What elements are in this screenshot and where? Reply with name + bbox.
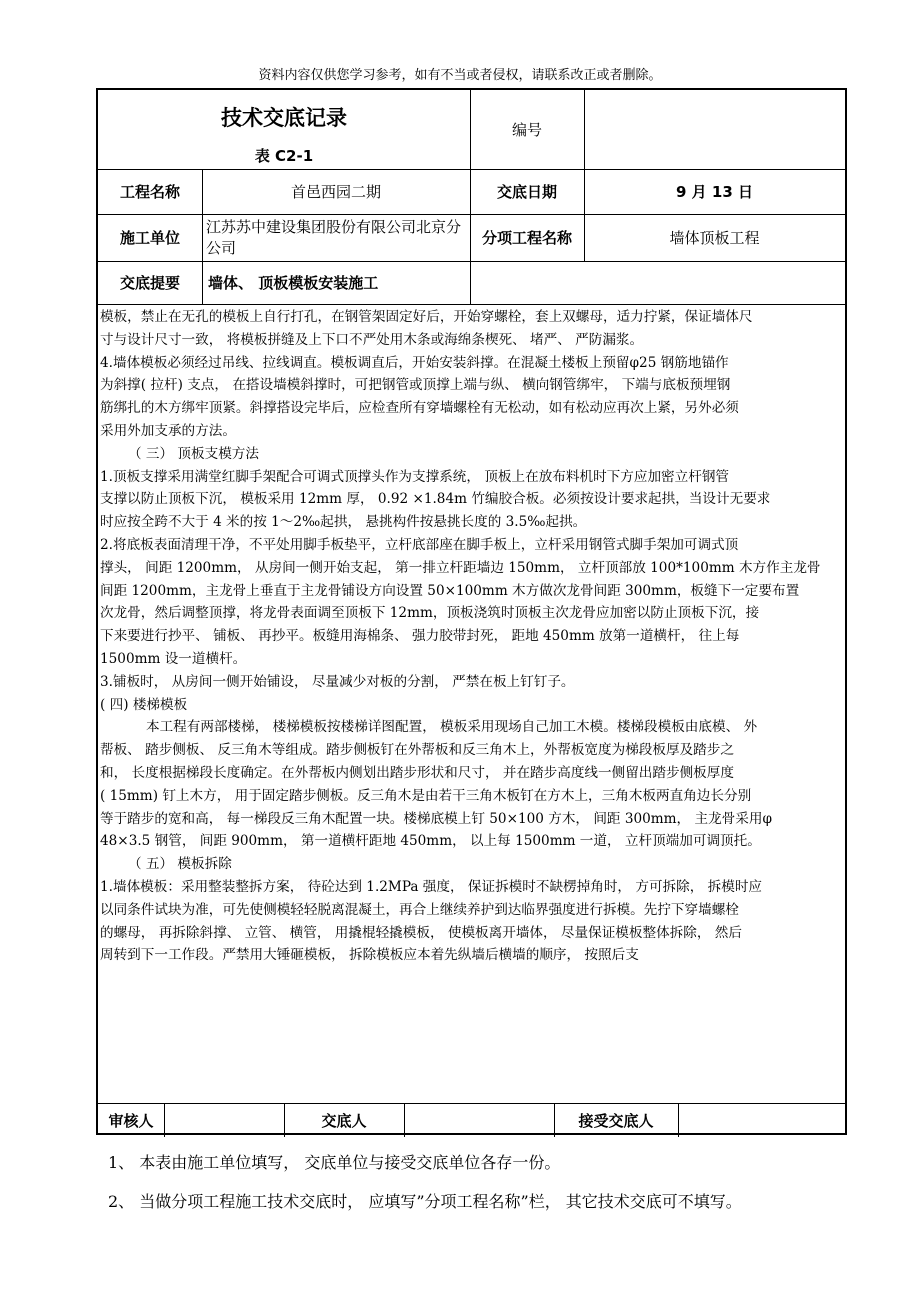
body-line: （ 五） 模板拆除 [128, 856, 232, 873]
reviewer-label: 审核人 [108, 1111, 154, 1130]
discloser-label: 交底人 [321, 1111, 367, 1130]
body-line: 48×3.5 钢管， 间距 900mm， 第一道横杆距地 450mm， 以上每 1500mm 一道， 立杆顶端加可调顶托。 [100, 833, 761, 850]
body-line: 间距 1200mm，主龙骨上垂直于主龙骨铺设方向设置 50×100mm 木方做次龙骨间距 300mm，板缝下一定要布置 [100, 582, 800, 599]
form-title: 技术交底记录 [221, 106, 347, 130]
note-2: 2、 当做分项工程施工技术交底时， 应填写”分项工程名称”栏， 其它技术交底可不填写。 [108, 1192, 742, 1211]
date-label: 交底日期 [496, 183, 557, 201]
body-line: 支撑以防止顶板下沉， 模板采用 12mm 厚， 0.92 ×1.84m 竹编胶合板。必须按设计要求起拱，当设计无要求 [100, 491, 771, 508]
reviewer-field[interactable] [164, 1103, 284, 1137]
body-line: 本工程有两部楼梯， 楼梯模板按楼梯详图配置， 模板采用现场自己加工木模。楼梯段模板由底模、 外 [146, 719, 758, 736]
project-value: 首邑西园二期 [290, 183, 381, 201]
body-line: 时应按全跨不大于 4 米的按 1～2‰起拱， 悬挑构件按悬挑长度的 3.5‰起拱。 [100, 514, 587, 531]
body-line: 采用外加支承的方法。 [100, 422, 236, 439]
body-line: （ 三） 顶板支模方法 [128, 445, 259, 462]
body-line: 的螺母， 再拆除斜撑、 立管、 横管， 用撬棍轻撬模板， 使模板离开墙体， 尽量保证模板整体拆除， 然后 [100, 924, 742, 941]
subitem-value: 墙体顶板工程 [669, 229, 760, 247]
number-value [584, 90, 845, 169]
body-line: 1.墙体模板：采用整装整拆方案， 待砼达到 1.2MPa 强度， 保证拆模时不缺楞掉角时， 方可拆除， 拆模时应 [100, 878, 763, 895]
body-line: 1500mm 设一道横杆。 [100, 650, 247, 667]
body-line: 模板，禁止在无孔的模板上自行打孔，在钢管架固定好后，开始穿螺栓，套上双螺母，适力拧紧，保证墙体尺 [100, 309, 753, 325]
discloser-field[interactable] [404, 1103, 554, 1137]
body-line: 下来要进行抄平、 铺板、 再抄平。板缝用海棉条、 强力胶带封死， 距地 450mm 放第一道横杆， 往上每 [100, 628, 740, 645]
body-line: 1.顶板支撑采用满堂红脚手架配合可调式顶撑头作为支撑系统， 顶板上在放布料机时下方应加密立杆钢管 [100, 468, 730, 485]
number-label: 编号 [511, 121, 542, 139]
body-line: 筋绑扎的木方绑牢顶紧。斜撑搭设完毕后，应检查所有穿墙螺栓有无松动，如有松动应再次上紧，另外必须 [100, 400, 739, 417]
disclaimer: 资料内容仅供您学习参考，如有不当或者侵权，请联系改正或者删除。 [258, 68, 662, 83]
body-line: 和， 长度根据梯段长度确定。在外帮板内侧划出踏步形状和尺寸， 并在踏步高度线一侧留出踏步侧板厚度 [100, 764, 734, 781]
summary-label: 交底提要 [119, 274, 180, 292]
body-line: ( 15mm) 钉上木方， 用于固定踏步侧板。反三角木是由若干三角木板钉在方木上，三角木板两直角边长分别 [100, 787, 752, 804]
body-line: 2.将底板表面清理干净，不平处用脚手板垫平，立杆底部座在脚手板上，立杆采用钢管式脚手架加可调式顶 [100, 536, 739, 553]
summary-value: 墙体、 顶板模板安装施工 [208, 274, 379, 292]
note-1: 1、 本表由施工单位填写， 交底单位与接受交底单位各存一份。 [108, 1153, 561, 1172]
body-line: 等于踏步的宽和高， 每一梯段反三角木配置一块。楼梯底模上钉 50×100 方木， 间距 300mm， 主龙骨采用φ [100, 810, 772, 827]
body-line: 寸与设计尺寸一致， 将模板拼缝及上下口不严处用木条或海绵条楔死、 堵严、 严防漏浆。 [100, 331, 644, 348]
form-subtitle: 表 C2-1 [254, 147, 314, 165]
project-label: 工程名称 [119, 183, 180, 201]
subitem-label: 分项工程名称 [481, 229, 572, 247]
receiver-field[interactable] [678, 1103, 845, 1137]
date-value: 9 月 13 日 [676, 183, 753, 201]
body-line: 3.铺板时， 从房间一侧开始铺设， 尽量减少对板的分割， 严禁在板上钉钉子。 [100, 673, 575, 690]
disclosure-form [96, 88, 847, 1135]
body-line: 撑头， 间距 1200mm， 从房间一侧开始支起， 第一排立杆距墙边 150mm， 立杆顶部放 100*100mm 木方作主龙骨 [100, 559, 821, 576]
body-line: 为斜撑( 拉杆) 支点， 在搭设墙模斜撑时，可把钢管或顶撑上端与纵、 横向钢管绑牢， 下端与底板预埋钢 [100, 377, 731, 394]
body-line: 4.墙体模板必须经过吊线、拉线调直。模板调直后，开始安装斜撑。在混凝土楼板上预留φ25 钢筋地锚作 [100, 354, 729, 371]
disclosure-body [98, 306, 849, 1076]
unit-label: 施工单位 [119, 229, 180, 247]
body-line: 以同条件试块为准，可先使侧模轻轻脱离混凝土，再合上继续养护到达临界强度进行拆模。先拧下穿墙螺栓 [100, 901, 739, 918]
body-line: 次龙骨，然后调整顶撑，将龙骨表面调至顶板下 12mm，顶板浇筑时顶板主次龙骨应加密以防止顶板下沉，接 [100, 605, 760, 622]
receiver-label: 接受交底人 [578, 1111, 654, 1130]
body-line: 帮板、 踏步侧板、 反三角木等组成。踏步侧板钉在外帮板和反三角木上，外帮板宽度为梯段板厚及踏步之 [100, 742, 734, 759]
body-line: ( 四) 楼梯模板 [100, 696, 188, 713]
unit-value: 江苏苏中建设集团股份有限公司北京分公司 [206, 217, 462, 257]
body-line: 周转到下一工作段。严禁用大锤砸模板， 拆除模板应本着先纵墙后横墙的顺序， 按照后支 [100, 947, 639, 964]
